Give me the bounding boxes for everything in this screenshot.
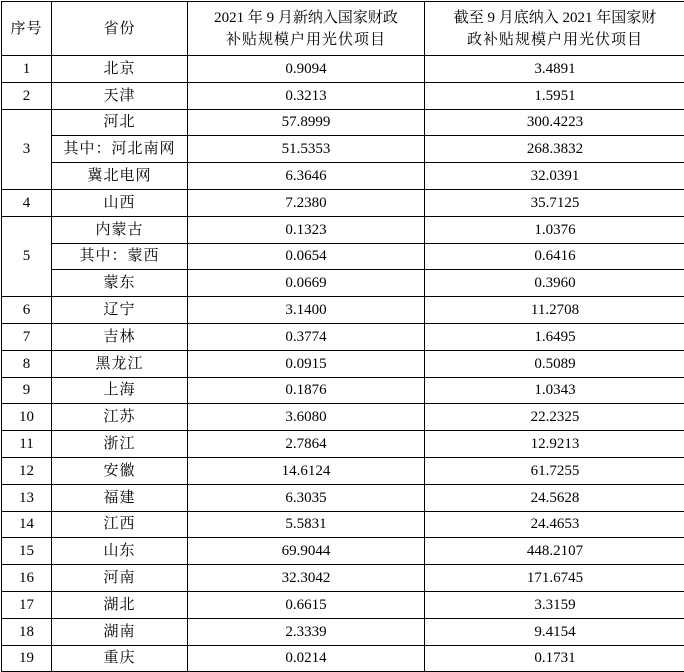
row-no: 13 <box>2 484 52 511</box>
table-row <box>2 82 684 109</box>
row-province: 福建 <box>52 484 188 511</box>
row-province: 蒙东 <box>52 270 188 297</box>
row-new-value: 3.1400 <box>188 297 425 324</box>
header-total-projects <box>425 2 684 56</box>
row-province: 北京 <box>52 56 188 83</box>
row-new-value: 32.3042 <box>188 565 425 592</box>
row-no: 16 <box>2 565 52 592</box>
row-no: 17 <box>2 591 52 618</box>
row-no: 1 <box>2 56 52 83</box>
row-province: 河南 <box>52 565 188 592</box>
row-total-value: 0.5089 <box>425 350 684 377</box>
row-new-value: 57.8999 <box>188 109 425 136</box>
row-province: 重庆 <box>52 645 188 672</box>
row-new-value: 0.3213 <box>188 82 425 109</box>
row-new-value: 0.3774 <box>188 323 425 350</box>
row-no: 6 <box>2 297 52 324</box>
row-total-value: 11.2708 <box>425 297 684 324</box>
row-province: 山西 <box>52 189 188 216</box>
row-province: 黑龙江 <box>52 350 188 377</box>
row-no: 19 <box>2 645 52 672</box>
table-row <box>2 189 684 216</box>
row-no: 14 <box>2 511 52 538</box>
row-total-value: 61.7255 <box>425 457 684 484</box>
row-new-value: 6.3646 <box>188 163 425 190</box>
header-new-line2: 补贴规模户用光伏项目 <box>188 29 424 51</box>
row-province: 其中：河北南网 <box>52 136 188 163</box>
row-total-value: 3.4891 <box>425 56 684 83</box>
row-total-value: 24.5628 <box>425 484 684 511</box>
row-no: 18 <box>2 618 52 645</box>
row-no: 5 <box>2 216 52 296</box>
row-total-value: 32.0391 <box>425 163 684 190</box>
row-new-value: 0.6615 <box>188 591 425 618</box>
row-no: 9 <box>2 377 52 404</box>
row-no: 2 <box>2 82 52 109</box>
row-new-value: 51.5353 <box>188 136 425 163</box>
row-new-value: 0.1323 <box>188 216 425 243</box>
header-new-line1: 2021 年 9 月新纳入国家财政 <box>188 7 424 29</box>
row-total-value: 1.0343 <box>425 377 684 404</box>
table-row <box>2 618 684 645</box>
pv-project-table <box>1 1 684 672</box>
table-row <box>2 216 684 243</box>
row-province: 河北 <box>52 109 188 136</box>
row-new-value: 3.6080 <box>188 404 425 431</box>
row-province: 内蒙古 <box>52 216 188 243</box>
row-new-value: 14.6124 <box>188 457 425 484</box>
row-new-value: 0.9094 <box>188 56 425 83</box>
row-new-value: 0.0669 <box>188 270 425 297</box>
row-no: 4 <box>2 189 52 216</box>
table-row <box>2 297 684 324</box>
header-row <box>2 2 684 56</box>
table-body <box>2 56 684 672</box>
table-row <box>2 109 684 136</box>
row-province: 其中：蒙西 <box>52 243 188 270</box>
header-new-projects <box>188 2 425 56</box>
row-new-value: 2.7864 <box>188 431 425 458</box>
row-new-value: 0.1876 <box>188 377 425 404</box>
row-total-value: 35.7125 <box>425 189 684 216</box>
header-province: 省份 <box>52 2 188 56</box>
row-new-value: 2.3339 <box>188 618 425 645</box>
row-total-value: 24.4653 <box>425 511 684 538</box>
row-no: 15 <box>2 538 52 565</box>
row-new-value: 0.0654 <box>188 243 425 270</box>
table-row <box>2 511 684 538</box>
header-no: 序号 <box>2 2 52 56</box>
table-row <box>2 591 684 618</box>
row-province: 辽宁 <box>52 297 188 324</box>
row-total-value: 22.2325 <box>425 404 684 431</box>
table-row <box>2 484 684 511</box>
row-no: 11 <box>2 431 52 458</box>
row-province: 湖北 <box>52 591 188 618</box>
row-total-value: 0.1731 <box>425 645 684 672</box>
table-row <box>2 270 684 297</box>
row-no: 7 <box>2 323 52 350</box>
table-row <box>2 457 684 484</box>
row-province: 江西 <box>52 511 188 538</box>
table-row <box>2 163 684 190</box>
row-total-value: 9.4154 <box>425 618 684 645</box>
row-province: 湖南 <box>52 618 188 645</box>
row-total-value: 1.6495 <box>425 323 684 350</box>
table-row <box>2 404 684 431</box>
row-province: 安徽 <box>52 457 188 484</box>
table-row <box>2 565 684 592</box>
row-no: 10 <box>2 404 52 431</box>
table-row <box>2 136 684 163</box>
row-total-value: 0.6416 <box>425 243 684 270</box>
header-total-line2: 政补贴规模户用光伏项目 <box>425 29 684 51</box>
header-total-line1: 截至 9 月底纳入 2021 年国家财 <box>425 7 684 29</box>
row-new-value: 6.3035 <box>188 484 425 511</box>
table-row <box>2 377 684 404</box>
table-row <box>2 431 684 458</box>
row-total-value: 300.4223 <box>425 109 684 136</box>
row-new-value: 69.9044 <box>188 538 425 565</box>
row-total-value: 12.9213 <box>425 431 684 458</box>
row-total-value: 268.3832 <box>425 136 684 163</box>
row-total-value: 171.6745 <box>425 565 684 592</box>
row-province: 吉林 <box>52 323 188 350</box>
table-row <box>2 56 684 83</box>
row-province: 冀北电网 <box>52 163 188 190</box>
row-no: 8 <box>2 350 52 377</box>
table-row <box>2 538 684 565</box>
row-province: 天津 <box>52 82 188 109</box>
row-total-value: 1.0376 <box>425 216 684 243</box>
row-new-value: 0.0915 <box>188 350 425 377</box>
row-province: 浙江 <box>52 431 188 458</box>
row-total-value: 448.2107 <box>425 538 684 565</box>
row-new-value: 0.0214 <box>188 645 425 672</box>
row-new-value: 5.5831 <box>188 511 425 538</box>
row-province: 江苏 <box>52 404 188 431</box>
table-row <box>2 350 684 377</box>
row-total-value: 1.5951 <box>425 82 684 109</box>
row-new-value: 7.2380 <box>188 189 425 216</box>
row-total-value: 3.3159 <box>425 591 684 618</box>
row-no: 12 <box>2 457 52 484</box>
table-header <box>2 2 684 56</box>
table-row <box>2 645 684 672</box>
row-province: 上海 <box>52 377 188 404</box>
row-province: 山东 <box>52 538 188 565</box>
row-total-value: 0.3960 <box>425 270 684 297</box>
table-row <box>2 243 684 270</box>
table-row <box>2 323 684 350</box>
row-no: 3 <box>2 109 52 189</box>
